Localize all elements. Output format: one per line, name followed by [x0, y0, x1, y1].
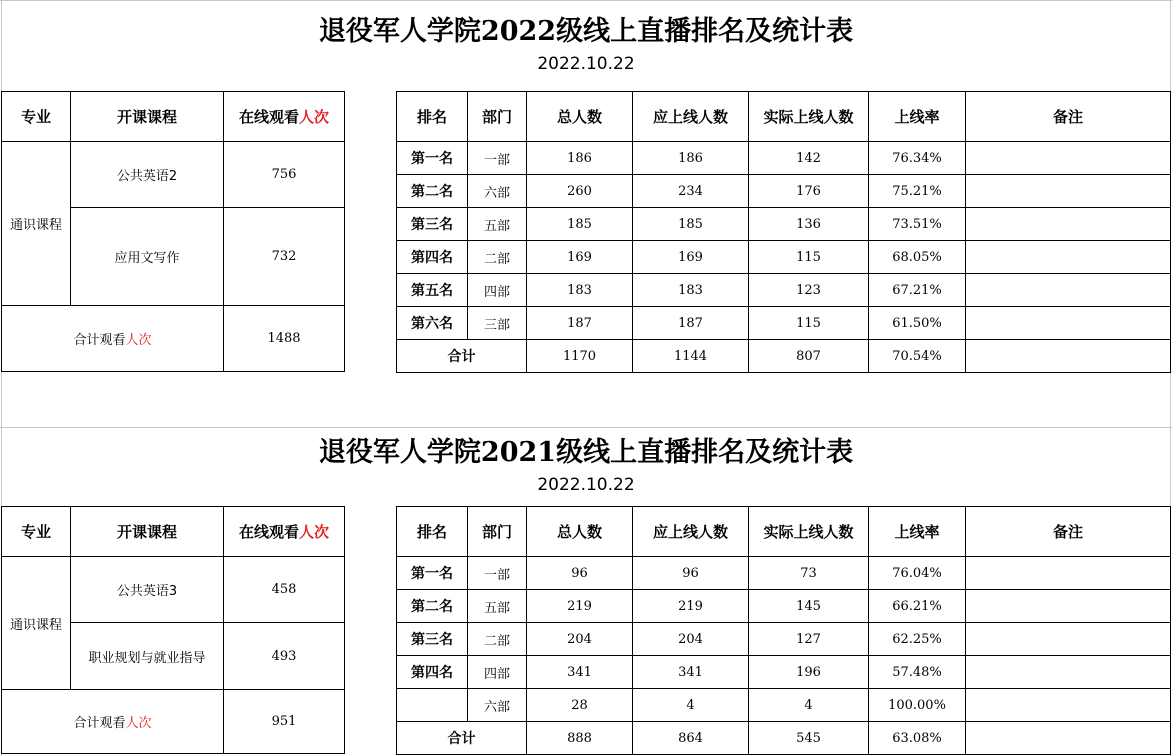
notes-cell	[966, 590, 1171, 623]
rank-cell: 第四名	[397, 241, 468, 274]
rate-cell: 68.05%	[869, 241, 966, 274]
header-rank: 排名	[397, 92, 468, 142]
rank-cell: 第四名	[397, 656, 468, 689]
expected-cell: 187	[633, 307, 749, 340]
rank-cell: 第二名	[397, 175, 468, 208]
notes-cell	[966, 274, 1171, 307]
course-views: 493	[224, 623, 345, 690]
total-cell: 204	[527, 623, 633, 656]
department-cell: 一部	[468, 557, 527, 590]
expected-cell: 341	[633, 656, 749, 689]
total-cell: 1170	[527, 340, 633, 373]
rank-cell	[397, 689, 468, 722]
department-cell: 五部	[468, 208, 527, 241]
header-total: 总人数	[527, 92, 633, 142]
total-views-highlight: 人次	[125, 716, 152, 731]
header-rate: 上线率	[869, 507, 966, 557]
total-views-value: 1488	[224, 306, 345, 372]
actual-cell: 123	[749, 274, 869, 307]
course-name: 应用文写作	[71, 208, 224, 306]
department-cell: 四部	[468, 656, 527, 689]
expected-cell: 4	[633, 689, 749, 722]
expected-cell: 169	[633, 241, 749, 274]
department-cell: 二部	[468, 623, 527, 656]
ranking-table	[396, 506, 1171, 755]
actual-cell: 4	[749, 689, 869, 722]
table-row	[397, 208, 1171, 241]
sheet-title: 退役军人学院2022级线上直播排名及统计表	[318, 16, 854, 47]
table-row	[397, 656, 1171, 689]
course-views: 458	[224, 557, 345, 623]
rate-cell: 61.50%	[869, 307, 966, 340]
department-cell: 二部	[468, 241, 527, 274]
total-cell: 96	[527, 557, 633, 590]
table-row	[397, 142, 1171, 175]
total-label: 合计	[397, 340, 527, 373]
total-views-highlight: 人次	[125, 333, 152, 348]
header-watch-prefix: 在线观看	[238, 108, 299, 126]
rate-cell: 76.34%	[869, 142, 966, 175]
notes-cell	[966, 307, 1171, 340]
total-cell: 186	[527, 142, 633, 175]
rank-cell: 第一名	[397, 557, 468, 590]
header-watch-highlight: 人次	[299, 108, 330, 126]
rank-cell: 第二名	[397, 590, 468, 623]
course-name: 职业规划与就业指导	[71, 623, 224, 690]
total-cell: 185	[527, 208, 633, 241]
ranking-table	[396, 91, 1171, 373]
expected-cell: 183	[633, 274, 749, 307]
header-watch	[224, 92, 345, 142]
header-watch	[224, 507, 345, 557]
expected-cell: 185	[633, 208, 749, 241]
total-cell: 169	[527, 241, 633, 274]
notes-cell	[966, 241, 1171, 274]
department-cell: 五部	[468, 590, 527, 623]
rate-cell: 66.21%	[869, 590, 966, 623]
rate-cell: 75.21%	[869, 175, 966, 208]
header-rank: 排名	[397, 507, 468, 557]
expected-cell: 1144	[633, 340, 749, 373]
expected-cell: 864	[633, 722, 749, 755]
rate-cell: 63.08%	[869, 722, 966, 755]
header-total: 总人数	[527, 507, 633, 557]
total-views-prefix: 合计观看	[73, 333, 126, 348]
course-views: 756	[224, 142, 345, 208]
table-row	[397, 557, 1171, 590]
rate-cell: 76.04%	[869, 557, 966, 590]
notes-cell	[966, 208, 1171, 241]
header-notes: 备注	[966, 92, 1171, 142]
rate-cell: 67.21%	[869, 274, 966, 307]
notes-cell	[966, 623, 1171, 656]
total-row	[397, 722, 1171, 755]
header-course: 开课课程	[71, 92, 224, 142]
actual-cell: 136	[749, 208, 869, 241]
notes-cell	[966, 557, 1171, 590]
actual-cell: 73	[749, 557, 869, 590]
major-cell: 通识课程	[2, 557, 71, 690]
sheet-title: 退役军人学院2021级线上直播排名及统计表	[318, 437, 854, 468]
sheet-date: 2022.10.22	[537, 475, 635, 495]
expected-cell: 234	[633, 175, 749, 208]
table-row	[397, 590, 1171, 623]
rank-cell: 第三名	[397, 208, 468, 241]
actual-cell: 545	[749, 722, 869, 755]
actual-cell: 176	[749, 175, 869, 208]
notes-cell	[966, 142, 1171, 175]
total-cell: 183	[527, 274, 633, 307]
rank-cell: 第五名	[397, 274, 468, 307]
table-row	[397, 689, 1171, 722]
header-watch-highlight: 人次	[299, 523, 330, 541]
total-row	[397, 340, 1171, 373]
actual-cell: 115	[749, 241, 869, 274]
actual-cell: 127	[749, 623, 869, 656]
course-views-table	[1, 506, 345, 754]
rate-cell: 100.00%	[869, 689, 966, 722]
rank-cell: 第一名	[397, 142, 468, 175]
table-row	[397, 307, 1171, 340]
header-expected: 应上线人数	[633, 507, 749, 557]
notes-cell	[966, 340, 1171, 373]
header-notes: 备注	[966, 507, 1171, 557]
section-2021	[0, 428, 1172, 756]
header-watch-prefix: 在线观看	[238, 523, 299, 541]
course-name: 公共英语3	[71, 557, 224, 623]
expected-cell: 96	[633, 557, 749, 590]
total-views-label	[2, 306, 224, 372]
actual-cell: 196	[749, 656, 869, 689]
department-cell: 三部	[468, 307, 527, 340]
department-cell: 四部	[468, 274, 527, 307]
total-cell: 187	[527, 307, 633, 340]
department-cell: 六部	[468, 689, 527, 722]
expected-cell: 204	[633, 623, 749, 656]
header-rate: 上线率	[869, 92, 966, 142]
total-views-label	[2, 690, 224, 754]
notes-cell	[966, 722, 1171, 755]
notes-cell	[966, 656, 1171, 689]
department-cell: 一部	[468, 142, 527, 175]
total-cell: 28	[527, 689, 633, 722]
table-row	[397, 175, 1171, 208]
expected-cell: 219	[633, 590, 749, 623]
total-cell: 260	[527, 175, 633, 208]
table-row	[397, 623, 1171, 656]
total-views-prefix: 合计观看	[73, 716, 126, 731]
header-expected: 应上线人数	[633, 92, 749, 142]
header-actual: 实际上线人数	[749, 92, 869, 142]
actual-cell: 807	[749, 340, 869, 373]
header-course: 开课课程	[71, 507, 224, 557]
rank-cell: 第三名	[397, 623, 468, 656]
header-department: 部门	[468, 92, 527, 142]
total-cell: 341	[527, 656, 633, 689]
rate-cell: 62.25%	[869, 623, 966, 656]
notes-cell	[966, 689, 1171, 722]
rate-cell: 57.48%	[869, 656, 966, 689]
notes-cell	[966, 175, 1171, 208]
rate-cell: 70.54%	[869, 340, 966, 373]
actual-cell: 115	[749, 307, 869, 340]
header-department: 部门	[468, 507, 527, 557]
total-views-value: 951	[224, 690, 345, 754]
expected-cell: 186	[633, 142, 749, 175]
department-cell: 六部	[468, 175, 527, 208]
rank-cell: 第六名	[397, 307, 468, 340]
total-label: 合计	[397, 722, 527, 755]
actual-cell: 142	[749, 142, 869, 175]
table-row	[397, 274, 1171, 307]
sheet-date: 2022.10.22	[537, 54, 635, 74]
total-cell: 888	[527, 722, 633, 755]
actual-cell: 145	[749, 590, 869, 623]
major-cell: 通识课程	[2, 142, 71, 306]
header-major: 专业	[2, 92, 71, 142]
total-cell: 219	[527, 590, 633, 623]
course-views-table	[1, 91, 345, 372]
header-major: 专业	[2, 507, 71, 557]
course-views: 732	[224, 208, 345, 306]
course-name: 公共英语2	[71, 142, 224, 208]
table-row	[397, 241, 1171, 274]
header-actual: 实际上线人数	[749, 507, 869, 557]
rate-cell: 73.51%	[869, 208, 966, 241]
